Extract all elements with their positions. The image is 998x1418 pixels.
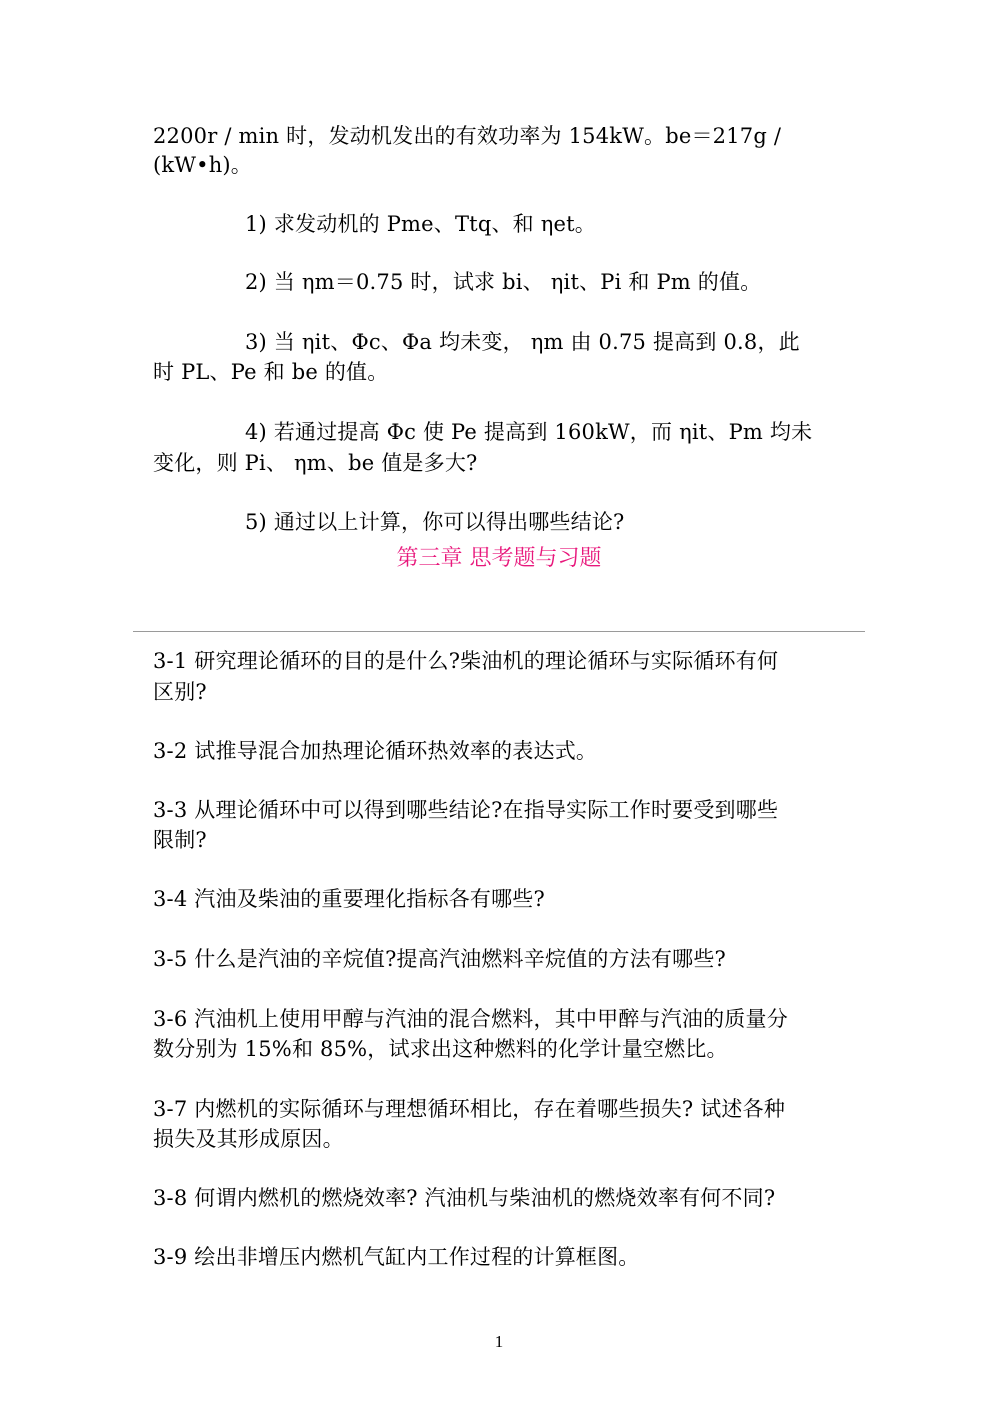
sub-question-1: 1) 求发动机的 Pme、Ttq、和 ηet。 — [245, 212, 596, 236]
question-3-6-line-2: 数分别为 15%和 85%，试求出这种燃料的化学计量空燃比。 — [153, 1037, 728, 1061]
question-3-7-line-2: 损失及其形成原因。 — [153, 1127, 344, 1151]
sub-question-3-continued: 时 PL、Pe 和 be 的值。 — [153, 360, 389, 384]
sub-question-4: 4) 若通过提高 Φc 使 Pe 提高到 160kW，而 ηit、Pm 均未 — [245, 420, 813, 444]
question-3-3-line-2: 限制? — [153, 828, 207, 852]
sub-question-2: 2) 当 ηm＝0.75 时，试求 bi、 ηit、Pi 和 Pm 的值。 — [245, 270, 762, 294]
sub-question-5: 5) 通过以上计算，你可以得出哪些结论? — [245, 510, 625, 534]
page-number: 1 — [494, 1332, 504, 1351]
section-divider — [133, 631, 865, 632]
chapter-title: 第三章 思考题与习题 — [396, 546, 602, 571]
intro-line-1: 2200r / min 时，发动机发出的有效功率为 154kW。be＝217g / — [153, 124, 782, 148]
question-3-7-line-1: 3-7 内燃机的实际循环与理想循环相比，存在着哪些损失? 试述各种 — [153, 1097, 786, 1121]
intro-line-2: (kW•h)。 — [153, 153, 253, 177]
question-3-1-line-1: 3-1 研究理论循环的目的是什么?柴油机的理论循环与实际循环有何 — [153, 649, 779, 673]
sub-question-4-continued: 变化，则 Pi、 ηm、be 值是多大? — [153, 451, 478, 475]
question-3-8: 3-8 何谓内燃机的燃烧效率? 汽油机与柴油机的燃烧效率有何不同? — [153, 1186, 776, 1210]
question-3-3-line-1: 3-3 从理论循环中可以得到哪些结论?在指导实际工作时要受到哪些 — [153, 798, 779, 822]
question-3-5: 3-5 什么是汽油的辛烷值?提高汽油燃料辛烷值的方法有哪些? — [153, 947, 727, 971]
question-3-4: 3-4 汽油及柴油的重要理化指标各有哪些? — [153, 887, 545, 911]
question-3-2: 3-2 试推导混合加热理论循环热效率的表达式。 — [153, 739, 598, 763]
sub-question-3: 3) 当 ηit、Φc、Φa 均未变， ηm 由 0.75 提高到 0.8，此 — [245, 330, 800, 354]
question-3-1-line-2: 区别? — [153, 680, 207, 704]
question-3-9: 3-9 绘出非增压内燃机气缸内工作过程的计算框图。 — [153, 1245, 640, 1269]
question-3-6-line-1: 3-6 汽油机上使用甲醇与汽油的混合燃料，其中甲醉与汽油的质量分 — [153, 1007, 788, 1031]
